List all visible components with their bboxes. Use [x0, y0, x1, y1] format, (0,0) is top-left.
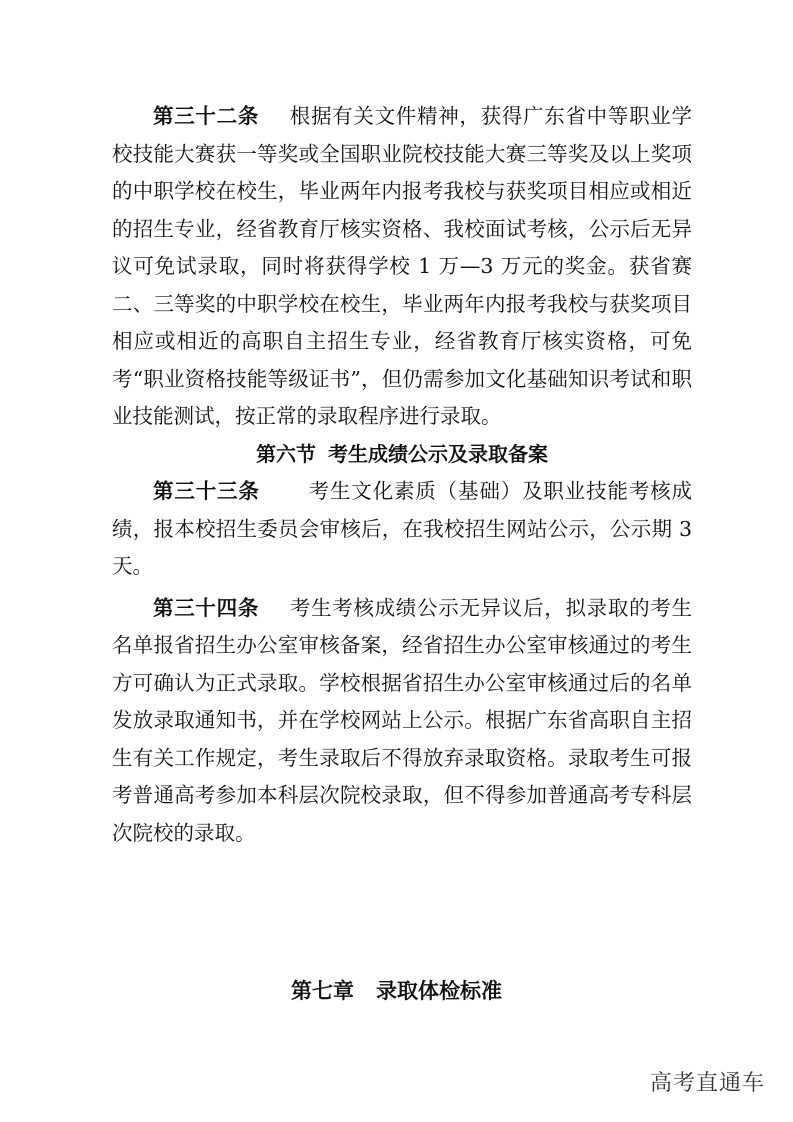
article-text: 根据有关文件精神，获得广东省中等职业学校技能大赛获一等奖或全国职业院校技能大赛三等奖及以上奖项的中职学校在校生，毕业两年内报考我校与获奖项目相应或相近的招生专业，经省教育厅核实资格、我校面试考核，公示后无异议可免试录取，同时将获得学校 1 万—3 万元的奖金。获省赛二、三等奖的中职学校在校生，毕业两年内报考我校与获奖项目相应或相近的高职自主招生专业，经省教育厅核实资格，可免考“职业资格技能等级证书”，但仍需参加文化基础知识考试和职业技能测试，按正常的录取程序进行录取。	[112, 104, 693, 428]
chapter-title: 录取体检标准	[376, 979, 502, 1003]
article-33	[112, 473, 692, 586]
article-text: 考生文化素质（基础）及职业技能考核成绩，报本校招生委员会审核后，在我校招生网站公示，公示期 3 天。	[112, 479, 693, 578]
article-34	[112, 590, 692, 853]
chapter-heading	[0, 975, 793, 1005]
article-number: 第三十四条	[153, 595, 260, 620]
section-number: 第六节	[256, 441, 316, 466]
article-32	[112, 98, 692, 436]
chapter-number: 第七章	[291, 979, 354, 1003]
document-body	[112, 98, 692, 852]
section-title: 考生成绩公示及录取备案	[328, 441, 548, 466]
article-number: 第三十三条	[153, 479, 260, 503]
watermark: 高考直通车	[649, 1071, 765, 1096]
article-text: 考生考核成绩公示无异议后，拟录取的考生名单报省招生办公室审核备案，经省招生办公室审核通过的考生方可确认为正式录取。学校根据省招生办公室审核通过后的名单发放录取通知书，并在学校网站上公示。根据广东省高职自主招生有关工作规定，考生录取后不得放弃录取资格。录取考生可报考普通高考参加本科层次院校录取，但不得参加普通高考专科层次院校的录取。	[112, 595, 693, 845]
section-heading	[112, 436, 692, 474]
article-number: 第三十二条	[153, 104, 260, 128]
